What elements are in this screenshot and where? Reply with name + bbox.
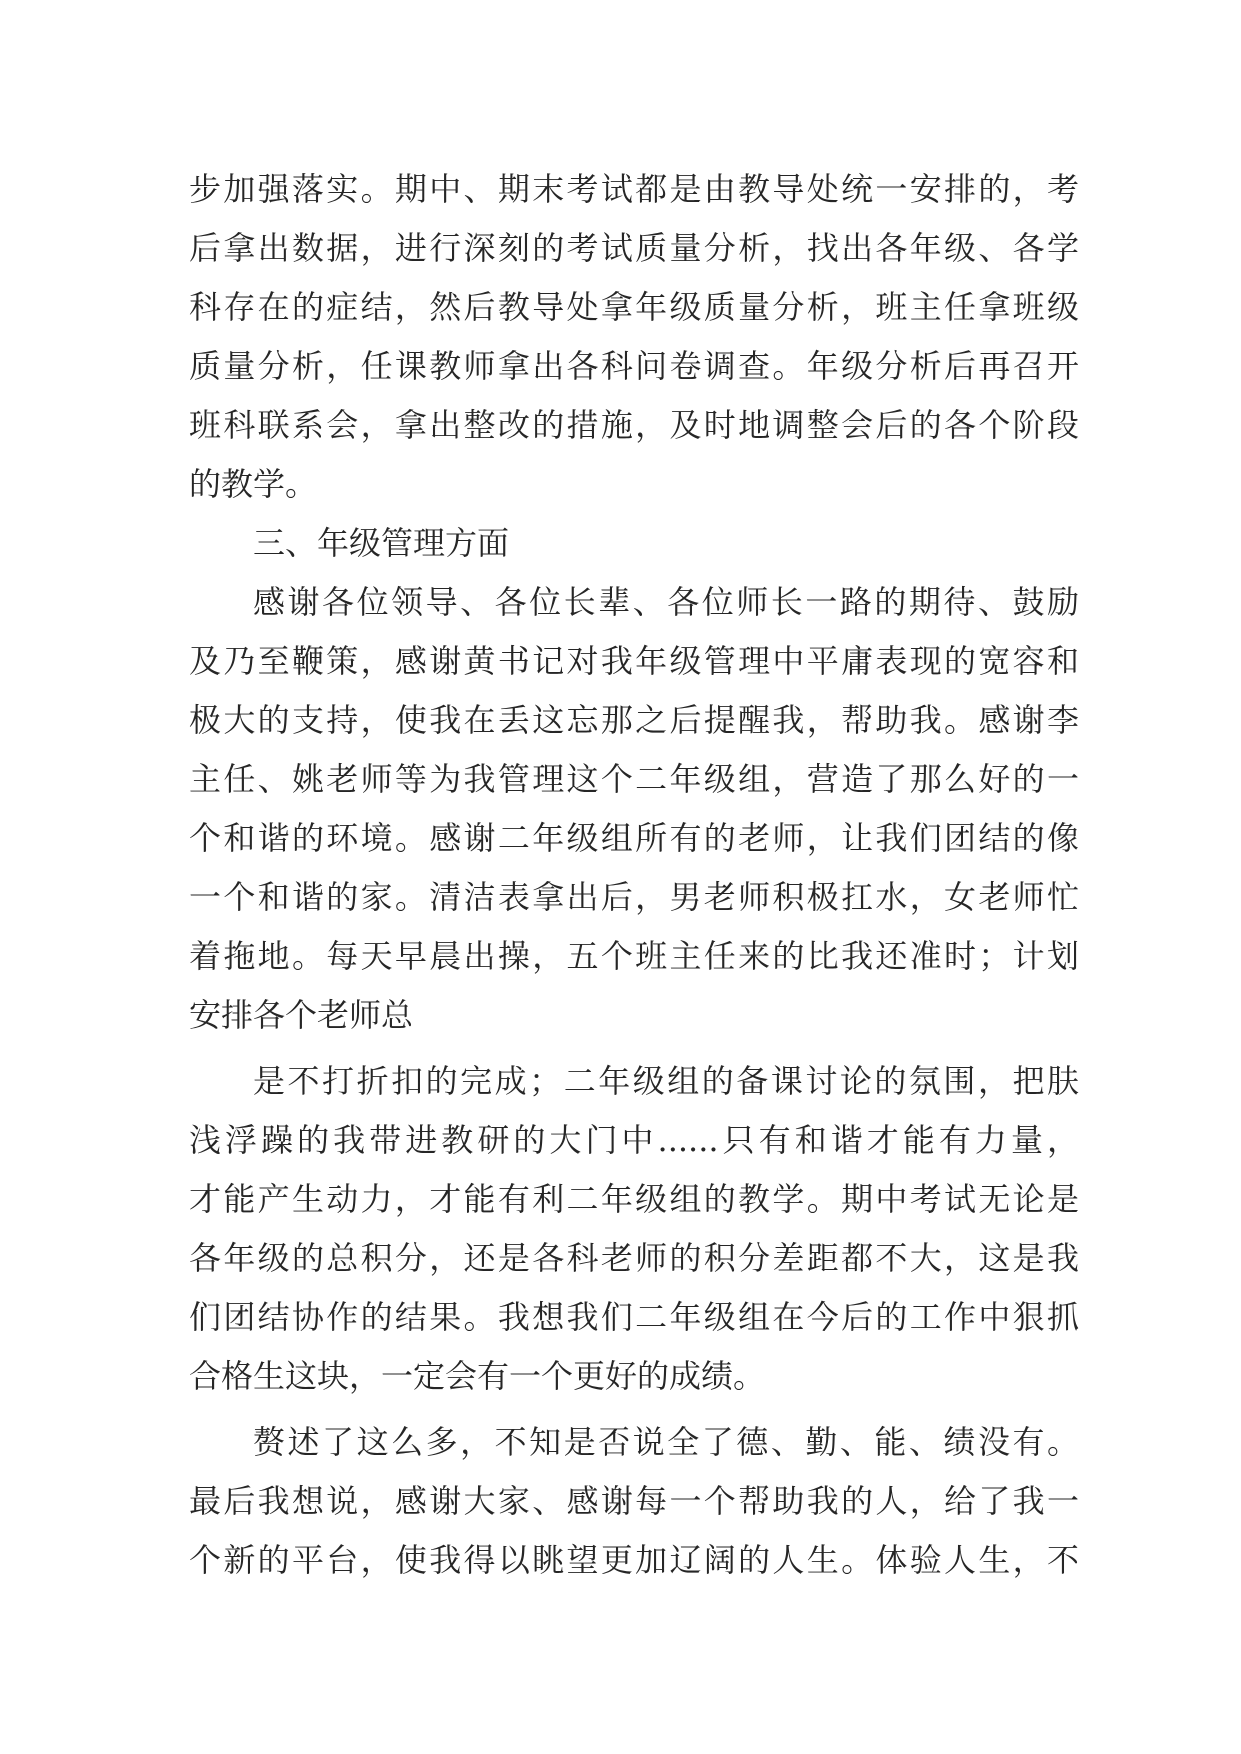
- text-line: 着拖地。每天早晨出操，五个班主任来的比我还准时；计划: [189, 937, 1079, 975]
- text-line: 步加强落实。期中、期末考试都是由教导处统一安排的，考: [189, 170, 1079, 208]
- text-line: 合格生这块，一定会有一个更好的成绩。: [189, 1357, 766, 1395]
- text-line: 各年级的总积分，还是各科老师的积分差距都不大，这是我: [189, 1239, 1079, 1277]
- paragraph-thanks: [189, 573, 1079, 1045]
- text-line: 班科联系会，拿出整改的措施，及时地调整会后的各个阶段: [189, 406, 1079, 444]
- text-line: 主任、姚老师等为我管理这个二年级组，营造了那么好的一: [189, 760, 1079, 798]
- text-line: 个新的平台，使我得以眺望更加辽阔的人生。体验人生，不: [189, 1541, 1079, 1579]
- paragraph-exam-analysis: [189, 160, 1079, 514]
- section-heading: 三、年级管理方面: [253, 524, 510, 562]
- text-line: 们团结协作的结果。我想我们二年级组在今后的工作中狠抓: [189, 1298, 1079, 1336]
- text-line: 科存在的症结，然后教导处拿年级质量分析，班主任拿班级: [189, 288, 1079, 326]
- text-line: 安排各个老师总: [189, 996, 414, 1034]
- document-body: [189, 160, 1079, 1590]
- text-line: 才能产生动力，才能有利二年级组的教学。期中考试无论是: [189, 1180, 1079, 1218]
- text-line: 的教学。: [189, 465, 318, 503]
- paragraph-teamwork: [189, 1052, 1079, 1406]
- text-line: 一个和谐的家。清洁表拿出后，男老师积极扛水，女老师忙: [189, 878, 1079, 916]
- paragraph-closing: [189, 1413, 1079, 1590]
- section-heading-grade-management: [189, 514, 1079, 573]
- text-line: 个和谐的环境。感谢二年级组所有的老师，让我们团结的像: [189, 819, 1079, 857]
- text-line: 最后我想说，感谢大家、感谢每一个帮助我的人，给了我一: [189, 1482, 1079, 1520]
- text-line: 及乃至鞭策，感谢黄书记对我年级管理中平庸表现的宽容和: [189, 642, 1079, 680]
- text-line: 赘述了这么多，不知是否说全了德、勤、能、绩没有。: [253, 1423, 1079, 1461]
- text-line: 感谢各位领导、各位长辈、各位师长一路的期待、鼓励: [253, 583, 1079, 621]
- text-line: 浅浮躁的我带进教研的大门中......只有和谐才能有力量，: [189, 1121, 1079, 1159]
- text-line: 后拿出数据，进行深刻的考试质量分析，找出各年级、各学: [189, 229, 1079, 267]
- text-line: 质量分析，任课教师拿出各科问卷调查。年级分析后再召开: [189, 347, 1079, 385]
- text-line: 是不打折扣的完成；二年级组的备课讨论的氛围，把肤: [253, 1062, 1079, 1100]
- text-line: 极大的支持，使我在丢这忘那之后提醒我，帮助我。感谢李: [189, 701, 1079, 739]
